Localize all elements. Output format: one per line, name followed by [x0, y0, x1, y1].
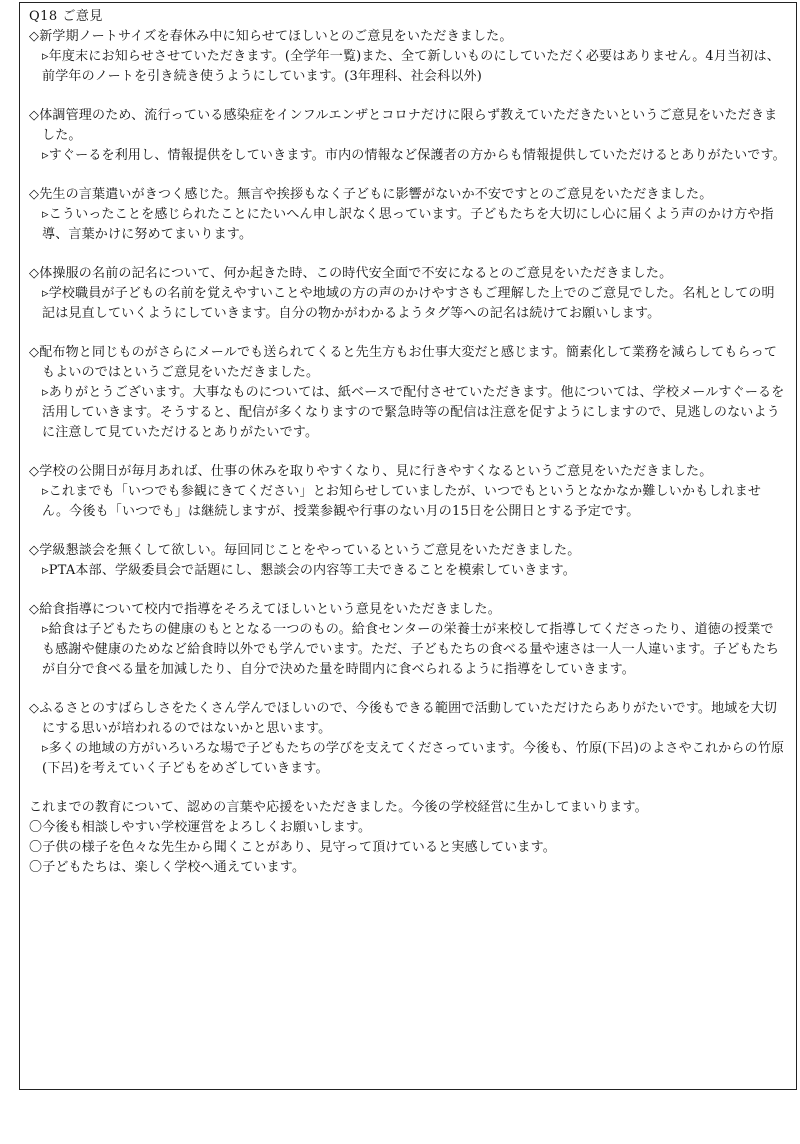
opinion-text: ◇体操服の名前の記名について、何か起きた時、この時代安全面で不安になるとのご意見をいただきました。 [29, 266, 673, 281]
school-response: ▹すぐーるを利用し、情報提供をしていきます。市内の情報など保護者の方からも情報提供していただけるとありがたいです。 [42, 148, 786, 163]
school-response: ▹PTA本部、学級委員会で話題にし、懇談会の内容等工夫できることを模索していきます。 [42, 563, 576, 578]
opinion-text: ◇新学期ノートサイズを春休み中に知らせてほしいとのご意見をいただきました。 [29, 29, 513, 44]
opinion-item [29, 600, 786, 680]
opinion-sheet [19, 2, 797, 1090]
opinion-text: ◇先生の言葉遣いがきつく感じた。無言や挨拶もなく子どもに影響がないか不安ですとのご意見をいただきました。 [29, 187, 713, 202]
summary-line: 〇子供の様子を色々な先生から聞くことがあり、見守って頂けていると実感しています。 [29, 840, 556, 855]
opinion-text: ◇給食指導について校内で指導をそろえてほしいという意見をいただきました。 [29, 602, 501, 617]
opinion-item [29, 343, 786, 443]
school-response: ▹こういったことを感じられたことにたいへん申し訳なく思っています。子どもたちを大切にし心に届くよう声のかけ方や指導、言葉かけに努めてまいります。 [42, 207, 774, 242]
opinion-text: ◇学級懇談会を無くして欲しい。毎回同じことをやっているというご意見をいただきました。 [29, 543, 581, 558]
opinion-item [29, 462, 786, 522]
appreciation-summary [29, 798, 786, 878]
summary-line: 〇子どもたちは、楽しく学校へ通えています。 [29, 860, 306, 875]
school-response: ▹これまでも「いつでも参観にきてください」とお知らせしていましたが、いつでもというとなかなか難しいかもしれません。今後も「いつでも」は継続しますが、授業参観や行事のない月の15日を公開日とする予定です。 [42, 484, 762, 519]
opinion-text: ◇ふるさとのすばらしさをたくさん学んでほしいので、今後もできる範囲で活動していただけたらありがたいです。地域を大切にする思いが培われるのではないかと思います。 [29, 701, 778, 736]
opinion-text: ◇配布物と同じものがさらにメールでも送られてくると先生方もお仕事大変だと感じます。簡素化して業務を減らしてもらってもよいのではというご意見をいただきました。 [29, 345, 778, 380]
opinion-item [29, 264, 786, 324]
opinion-text: ◇学校の公開日が毎月あれば、仕事の休みを取りやすくなり、見に行きやすくなるというご意見をいただきました。 [29, 464, 713, 479]
section-title: Q18 ご意見 [29, 9, 103, 24]
opinion-item [29, 699, 786, 779]
summary-line: 〇今後も相談しやすい学校運営をよろしくお願いします。 [29, 820, 372, 835]
school-response: ▹学校職員が子どもの名前を覚えやすいことや地域の方の声のかけやすさもご理解した上でのご意見でした。名札としての明記は見直していくようにしていきます。自分の物かがわかるようタグ等への記名は続けてお願いします。 [42, 286, 775, 321]
summary-intro: これまでの教育について、認めの言葉や応援をいただきました。今後の学校経営に生かしてまいります。 [29, 800, 648, 815]
opinion-item [29, 541, 786, 581]
opinion-item [29, 185, 786, 245]
opinion-item [29, 106, 786, 166]
school-response: ▹ありがとうございます。大事なものについては、紙ベースで配付させていただきます。他については、学校メールすぐーるを活用していきます。そうすると、配信が多くなりますので緊急時等の配信は注意を促すようにしますので、見逃しのないように注意して見ていただけるとありがたいです。 [42, 385, 785, 440]
school-response: ▹年度末にお知らせさせていただきます。(全学年一覧)また、全て新しいものにしていただく必要はありません。4月当初は、前学年のノートを引き続き使うようにしています。(3年理科、社会科以外) [42, 49, 780, 84]
opinion-text: ◇体調管理のため、流行っている感染症をインフルエンザとコロナだけに限らず教えていただきたいというご意見をいただきました。 [29, 108, 778, 143]
school-response: ▹給食は子どもたちの健康のもととなる一つのもの。給食センターの栄養士が来校して指導してくださったり、道徳の授業でも感謝や健康のためなど給食時以外でも学んでいます。ただ、子どもたちの食べる量や速さは一人一人違います。子どもたちが自分で食べる量を加減したり、自分で決めた量を時間内に食べられるように指導をしていきます。 [42, 622, 780, 677]
opinion-item [29, 27, 786, 87]
school-response: ▹多くの地域の方がいろいろな場で子どもたちの学びを支えてくださっています。今後も、竹原(下呂)のよさやこれからの竹原(下呂)を考えていく子どもをめざしていきます。 [42, 741, 785, 776]
